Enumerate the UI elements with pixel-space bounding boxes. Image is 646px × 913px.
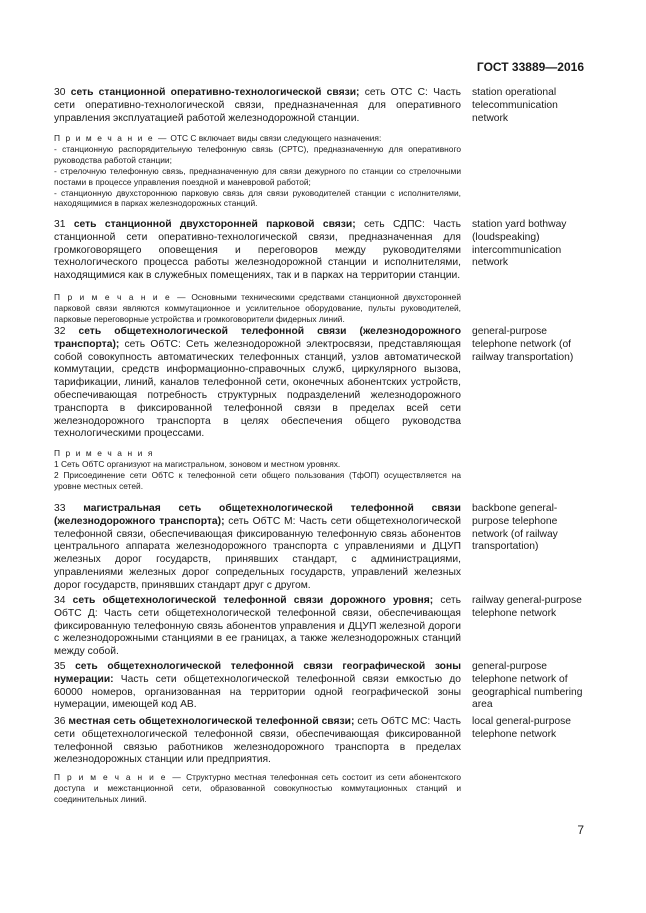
- note-line: 2 Присоединение сети ОбТС к телефонной сети общего пользования (ТфОП) осуществляется на уровне местных сетей.: [54, 469, 461, 491]
- term-definition: сеть ОбТС Д: Часть сети общетехнологической телефонной связи, обеспечивающая фиксированную телефонную связь абонентов управления и ДЦУП железной дороги с железнодорожными станциями в ее границах, а также железнодорожных станций между собой.: [54, 595, 461, 658]
- term-definition: сеть ОбТС: Сеть железнодорожной электросвязи, представляющая собой совокупность автоматических телефонных станций, узлов автоматической коммутации, средств информационно-справочных служб, циркулярного вызова, тарификации, линий, каналов телефонной сети, оконечных абонентских устройств, обеспечивающая потребность структурных подразделений железнодорожного транспорта в фиксированной телефонной связи в пределах всей сети железнодорожного транспорта в целях обеспечения общего руководства технологическими процессами.: [54, 338, 461, 440]
- entry-number: 35: [54, 661, 66, 672]
- term-en-31: station yard bothway (loudspeaking) intercommunication network: [472, 219, 567, 269]
- term-entry-36: [54, 716, 461, 767]
- entry-number: 30: [54, 87, 66, 98]
- note-line: 1 Сеть ОбТС организуют на магистральном, зоновом и местном уровнях.: [54, 458, 341, 469]
- term-entry-31: [54, 219, 461, 283]
- term-entry-34: [54, 595, 461, 659]
- term-name: магистральная сеть общетехнологической телефонной связи (железнодорожного транспорта);: [54, 503, 461, 527]
- entry-number: 33: [54, 503, 66, 514]
- term-definition: сеть СДПС: Часть станционной сети оперативно-технологической связи, предназначенная для громкоговорящего оповещения и переговоров между руководителями технологического процесса работы железнодорожной станции и исполнителями, находящимися как в служебных помещениях, так и в парках на территории станции.: [54, 219, 461, 282]
- note-label: П р и м е ч а н и е —: [54, 133, 168, 143]
- term-en-30: station operational telecommunication network: [472, 87, 558, 124]
- term-definition: сеть ОбТС М: Часть сети общетехнологической телефонной связи, обеспечивающая фиксированную телефонную связь абонентов центрального аппарата железнодорожного транспорта с управлениями и ДЦУП железных дорог государств, принявших стандарт, с администрациями, управлениями железных дорог сопредельных государств, управлений железных дорог государств, принявших стандарт друг с другом.: [54, 515, 461, 591]
- term-definition: сеть ОбТС МС: Часть сети общетехнологической телефонной связи, обеспечивающая фиксированной телефонной связью работников железнодорожного транспорта в пределах железнодорожных станции или предприятия.: [54, 716, 461, 766]
- term-entry-33: [54, 503, 461, 593]
- term-definition: Часть сети общетехнологической телефонной связи емкостью до 60000 номеров, организованная на территории одной географической зоны нумерации, имеющей код АВ.: [54, 673, 461, 711]
- term-definition: сеть ОТС С: Часть сети оперативно-технологической связи, предназначенная для оперативного управления эксплуатацией работой железнодорожной станции.: [54, 87, 461, 124]
- page-number: 7: [577, 823, 584, 837]
- term-entry-35: [54, 661, 461, 712]
- entry-number: 31: [54, 219, 66, 230]
- term-name: местная сеть общетехнологической телефонной связи;: [68, 716, 355, 727]
- term-name: сеть станционной оперативно-технологической связи;: [70, 87, 360, 98]
- term-entry-32: [54, 326, 461, 441]
- note-text: Структурно местная телефонная сеть состоит из сети абонентского доступа и межстанционной сети, образованной совокупностью коммутационных станций и соединительных линий.: [54, 772, 462, 804]
- term-name: сеть общетехнологической телефонной связи (железнодорожного транспорта);: [54, 326, 461, 350]
- note-line: - стрелочную телефонную связь, предназначенную для связи дежурного по станции со стрелочными постами в процессе управления поездной и маневровой работой;: [54, 165, 461, 187]
- note-label: П р и м е ч а н и е —: [54, 772, 183, 782]
- note-31: [54, 292, 461, 325]
- note-text: Основными техническими средствами станционной двухсторонней парковой связи являются коммутационное и усилительное оборудование, пульты руководителей, парковые переговорные устройства и громкоговорители фидерных линий.: [54, 292, 462, 324]
- note-line: - станционную распорядительную телефонную связь (СРТС), предназначенную для оперативного руководства работой станции;: [54, 143, 461, 165]
- entry-number: 34: [54, 595, 66, 606]
- term-name: сеть станционной двухсторонней парковой связи;: [73, 219, 356, 230]
- term-name: сеть общетехнологической телефонной связи дорожного уровня;: [72, 595, 434, 606]
- note-32: [54, 448, 461, 492]
- term-en-36: local general-purpose telephone network: [472, 716, 572, 740]
- entry-number: 36: [54, 716, 66, 727]
- term-en-35: general-purpose telephone network of geographical numbering area: [472, 661, 583, 711]
- note-36: [54, 772, 461, 805]
- document-standard-number: ГОСТ 33889—2016: [476, 60, 584, 74]
- note-30: [54, 133, 461, 209]
- note-label: П р и м е ч а н и е —: [54, 292, 188, 302]
- entry-number: 32: [54, 326, 66, 337]
- note-label: П р и м е ч а н и я: [54, 448, 154, 458]
- term-en-34: railway general-purpose telephone network: [472, 595, 582, 619]
- term-name: сеть общетехнологической телефонной связи географической зоны нумерации:: [54, 661, 461, 685]
- term-en-33: backbone general-purpose telephone network (of railway transportation): [472, 503, 558, 553]
- term-en-32: general-purpose telephone network (of railway transportation): [472, 326, 574, 363]
- term-entry-30: [54, 87, 461, 125]
- note-line: ОТС С включает виды связи следующего назначения:: [170, 133, 382, 143]
- note-line: - станционную двухстороннюю парковую связь для связи руководителей станции с исполнителями, находящимися в парках железнодорожных станций.: [54, 187, 461, 209]
